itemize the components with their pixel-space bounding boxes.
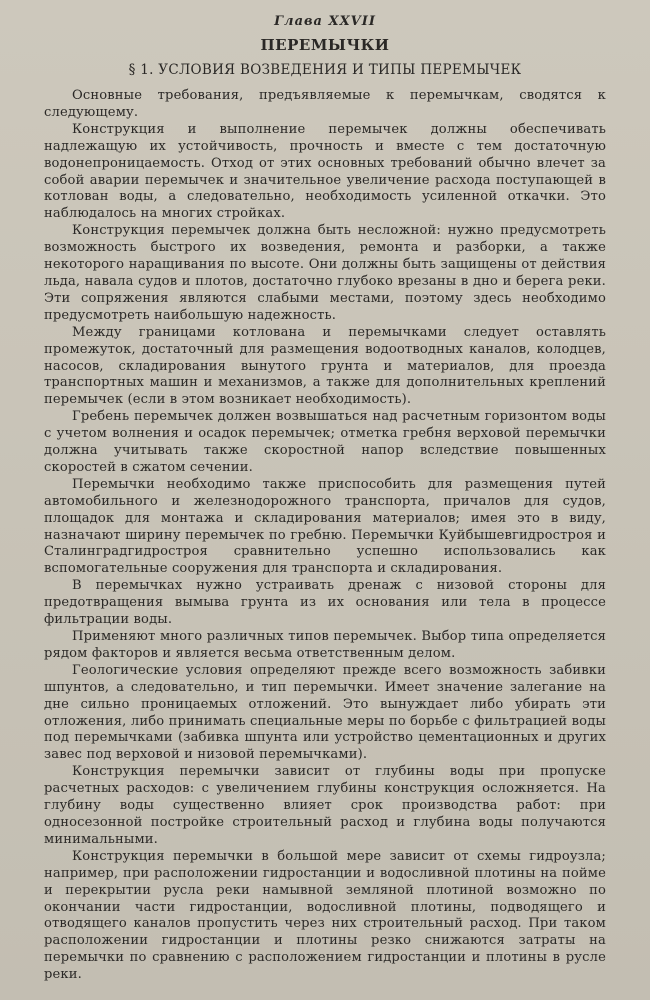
paragraph: Конструкция перемычки зависит от глубины воды при пропуске расчетных расходов: с увеличением глубины конструкция осложняется. На глубину воды существенно влияет срок производства работ: при односезонной постройке строительный расход и глубина воды получаются минимальными.: [44, 764, 606, 847]
chapter-heading: Глава XXVII: [274, 14, 376, 29]
paragraph: Конструкция перемычек должна быть несложной: нужно предусмотреть возможность быстрого их возведения, ремонта и разборки, а также некоторого наращивания по высоте. Они должны быть защищены от действия льда, навала судов и плотов, достаточно глубоко врезаны в дно и берега реки. Эти сопряжения являются слабыми местами, поэтому здесь необходимо предусмотреть наибольшую надежность.: [44, 223, 606, 323]
paragraph: Конструкция перемычки в большой мере зависит от схемы гидроузла; например, при расположении гидростанции и водосливной плотины на пойме и перекрытии русла реки намывной земляной плотиной возможно по окончании части гидростанции, водосливной плотины, подводящего и отводящего каналов пропустить через них строительный расход. При таком расположении гидростанции и плотины резко снижаются затраты на перемычки по сравнению с расположением гидростанции и плотины в русле реки.: [44, 848, 606, 983]
paragraph: Между границами котлована и перемычками следует оставлять промежуток, достаточный для размещения водоотводных каналов, колодцев, насосов, складирования вынутого грунта и материалов, для проезда транспортных машин и механизмов, а также для дополнительных креплений перемычек (если в этом возникает необходимость).: [44, 324, 606, 408]
body-text: [44, 88, 606, 984]
chapter-title: ПЕРЕМЫЧКИ: [260, 36, 390, 54]
paragraph: Перемычки необходимо также приспособить для размещения путей автомобильного и железнодорожного транспорта, причалов для судов, площадок для монтажа и складирования материалов; имея это в виду, назначают ширину перемычек по гребню. Перемычки Куйбышевгидростроя и Сталинградгидростроя сравнительно успешно использовались как вспомогательные сооружения для транспорта и складирования.: [44, 476, 606, 577]
paragraph: В перемычках нужно устраивать дренаж с низовой стороны для предотвращения вымыва грунта из их основания или тела в процессе фильтрации воды.: [44, 578, 606, 628]
section-heading: § 1. УСЛОВИЯ ВОЗВЕДЕНИЯ И ТИПЫ ПЕРЕМЫЧЕК: [128, 62, 522, 78]
paragraph: Гребень перемычек должен возвышаться над расчетным горизонтом воды с учетом волнения и осадок перемычек; отметка гребня верховой перемычки должна учитывать также скоростной напор вследствие повышенных скоростей в сжатом сечении.: [44, 409, 606, 475]
paragraph: Применяют много различных типов перемычек. Выбор типа определяется рядом факторов и является весьма ответственным делом.: [44, 629, 606, 661]
paragraph: Конструкция и выполнение перемычек должны обеспечивать надлежащую их устойчивость, прочность и вместе с тем достаточную водонепроницаемость. Отход от этих основных требований обычно влечет за собой аварии перемычек и значительное увеличение расхода поступающей в котлован воды, а следовательно, необходимость усиленной откачки. Это наблюдалось на многих стройках.: [44, 121, 606, 222]
paragraph: Основные требования, предъявляемые к перемычкам, сводятся к следующему.: [44, 88, 606, 120]
paragraph: Геологические условия определяют прежде всего возможность забивки шпунтов, а следовательно, и тип перемычки. Имеет значение залегание на дне сильно проницаемых отложений. Это вынуждает либо убирать эти отложения, либо принимать специальные меры по борьбе с фильтрацией воды под перемычками (забивка шпунта или устройство цементационных и других завес под верховой и низовой перемычками).: [44, 662, 606, 763]
